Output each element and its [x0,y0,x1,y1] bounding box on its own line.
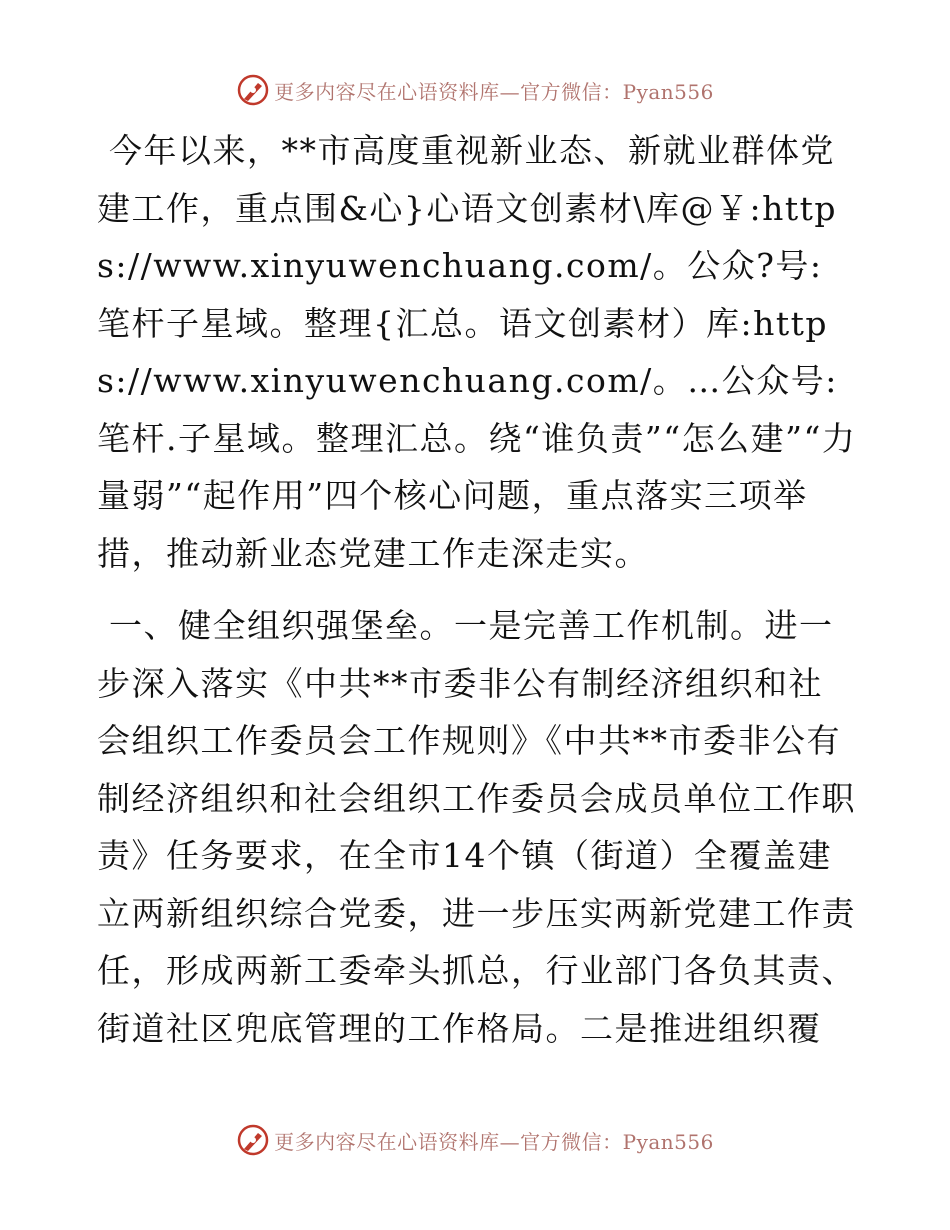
section-one-paragraph: 一、健全组织强堡垒。一是完善工作机制。进一步深入落实《中共**市委非公有制经济组织和社会组织工作委员会工作规则》《中共**市委非公有制经济组织和社会组织工作委员会成员单位工作职责》任务要求，在全市14个镇（街道）全覆盖建立两新组织综合党委，进一步压实两新党建工作责任，形成两新工委牵头抓总，行业部门各负其责、街道社区兜底管理的工作格局。二是推进组织覆 [97,606,856,1048]
footer-promo-text: 更多内容尽在心语资料库—官方微信：Pyan556 [274,1129,714,1154]
intro-paragraph: 今年以来，**市高度重视新业态、新就业群体党建工作，重点围&心}心语文创素材\库@￥:https://www.xinyuwenchuang.com/。公众?号: 笔杆子星域。整理{汇总。语文创素材）库:https://www.xinyuwenchuang.com/。…公众号:笔杆.子星域。整理汇总。绕“谁负责”“怎么建”“力量弱”“起作用”四个核心问题，重点落实三项举措，推动新业态党建工作走深走实。 [97,131,857,573]
footer-watermark-banner [0,1120,950,1160]
header-watermark-banner [0,70,950,110]
circle-pen-logo-icon [236,73,270,107]
document-body [97,122,857,1057]
header-promo-text: 更多内容尽在心语资料库—官方微信：Pyan556 [274,79,714,104]
circle-pen-logo-icon [236,1123,270,1157]
